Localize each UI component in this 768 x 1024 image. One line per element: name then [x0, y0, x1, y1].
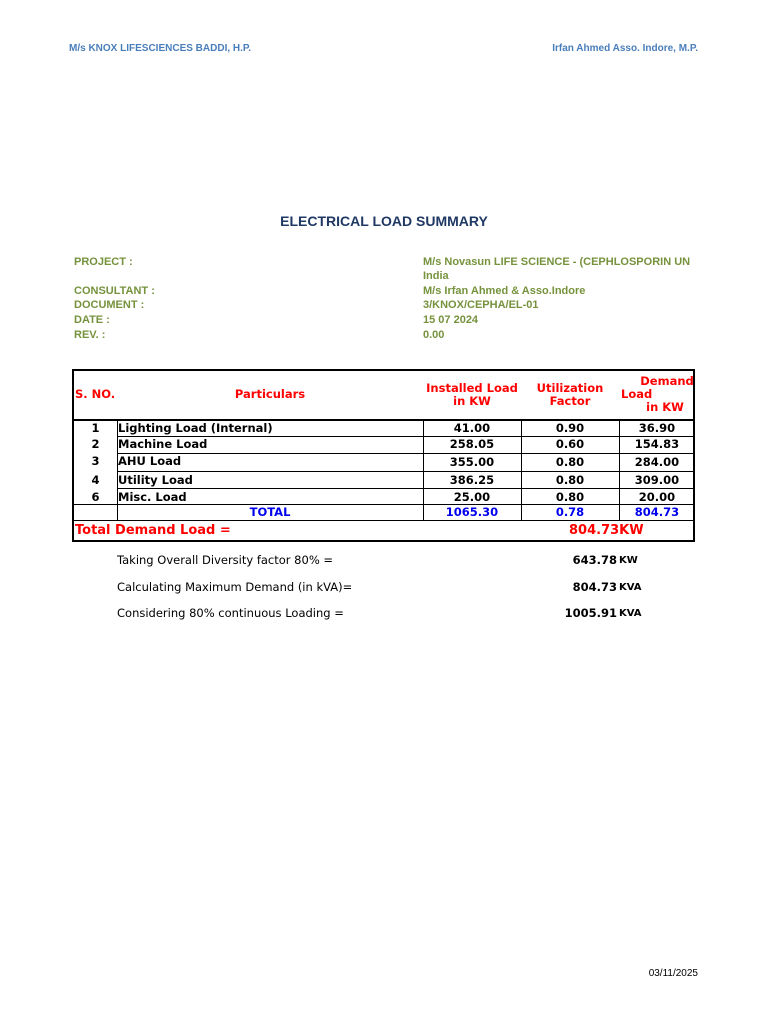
header-particulars: Particulars — [234, 387, 306, 401]
calc-unit: KVA — [619, 608, 642, 619]
total-installed: 1065.30 — [445, 505, 499, 519]
cell-factor: 0.90 — [555, 421, 585, 435]
cell-particulars: Utility Load — [118, 473, 193, 487]
total-demand-number: 804.73 — [569, 523, 620, 538]
header-util-line1: Utilization — [536, 381, 604, 395]
rev-label: REV. : — [74, 329, 106, 341]
header-consultant: Irfan Ahmed Asso. Indore, M.P. — [552, 43, 698, 54]
calc-label: Taking Overall Diversity factor 80% = — [117, 553, 334, 567]
cell-factor: 0.80 — [555, 473, 585, 487]
cell-installed: 355.00 — [449, 455, 495, 469]
calc-value: 1005.91 — [564, 606, 617, 620]
total-factor: 0.78 — [555, 505, 585, 519]
document-label: DOCUMENT : — [74, 299, 145, 311]
project-value-line2: India — [423, 270, 449, 282]
project-value: M/s Novasun LIFE SCIENCE - (CEPHLOSPORIN UN — [423, 256, 691, 268]
cell-particulars: Machine Load — [118, 437, 208, 451]
cell-factor: 0.80 — [555, 455, 585, 469]
cell-factor: 0.80 — [555, 490, 585, 504]
date-label: DATE : — [74, 314, 110, 326]
rev-value: 0.00 — [423, 329, 445, 341]
calc-value: 643.78 — [572, 553, 617, 567]
load-table — [72, 369, 695, 542]
total-demand-label: Total Demand Load = — [75, 523, 231, 538]
header-company: M/s KNOX LIFESCIENCES BADDI, H.P. — [69, 43, 252, 54]
header-util-line2: Factor — [549, 394, 591, 408]
header-demand — [619, 375, 695, 414]
total-demand-divider — [74, 520, 693, 521]
cell-demand: 284.00 — [634, 455, 680, 469]
header-demand-line1: Demand — [640, 374, 694, 388]
cell-particulars: AHU Load — [118, 454, 182, 468]
total-label: TOTAL — [249, 505, 291, 519]
header-utilization — [521, 382, 619, 408]
date-value: 15 07 2024 — [423, 314, 479, 326]
cell-demand: 36.90 — [638, 421, 676, 435]
header-installed — [423, 382, 521, 408]
calc-unit: KW — [619, 555, 638, 566]
calc-unit: KVA — [619, 582, 642, 593]
cell-installed: 25.00 — [453, 490, 491, 504]
calc-label: Calculating Maximum Demand (in kVA)= — [117, 580, 353, 594]
total-demand-value — [569, 523, 644, 538]
header-installed-line2: in KW — [453, 394, 491, 408]
document-value: 3/KNOX/CEPHA/EL-01 — [423, 299, 539, 311]
header-sno: S. NO. — [75, 387, 116, 401]
calc-value: 804.73 — [572, 580, 617, 594]
total-demand: 804.73 — [634, 505, 680, 519]
consultant-label: CONSULTANT : — [74, 285, 155, 297]
total-demand-unit: KW — [619, 523, 644, 538]
cell-particulars: Lighting Load (Internal) — [118, 421, 273, 435]
cell-particulars: Misc. Load — [118, 490, 187, 504]
cell-installed: 386.25 — [449, 473, 495, 487]
cell-installed: 258.05 — [449, 437, 495, 451]
footer-date: 03/11/2025 — [648, 968, 698, 979]
cell-sno: 3 — [91, 454, 100, 468]
cell-sno: 1 — [91, 421, 100, 435]
header-demand-line2: Load — [621, 387, 653, 401]
cell-sno: 6 — [91, 490, 100, 504]
consultant-value: M/s Irfan Ahmed & Asso.Indore — [423, 285, 586, 297]
cell-sno: 4 — [91, 473, 100, 487]
cell-demand: 309.00 — [634, 473, 680, 487]
project-label: PROJECT : — [74, 256, 133, 268]
header-demand-line3: in KW — [646, 400, 684, 414]
cell-demand: 20.00 — [638, 490, 676, 504]
page-title: ELECTRICAL LOAD SUMMARY — [280, 213, 488, 229]
cell-factor: 0.60 — [555, 437, 585, 451]
cell-sno: 2 — [91, 437, 100, 451]
cell-demand: 154.83 — [634, 437, 680, 451]
header-installed-line1: Installed Load — [426, 381, 518, 395]
calc-label: Considering 80% continuous Loading = — [117, 606, 344, 620]
cell-installed: 41.00 — [453, 421, 491, 435]
